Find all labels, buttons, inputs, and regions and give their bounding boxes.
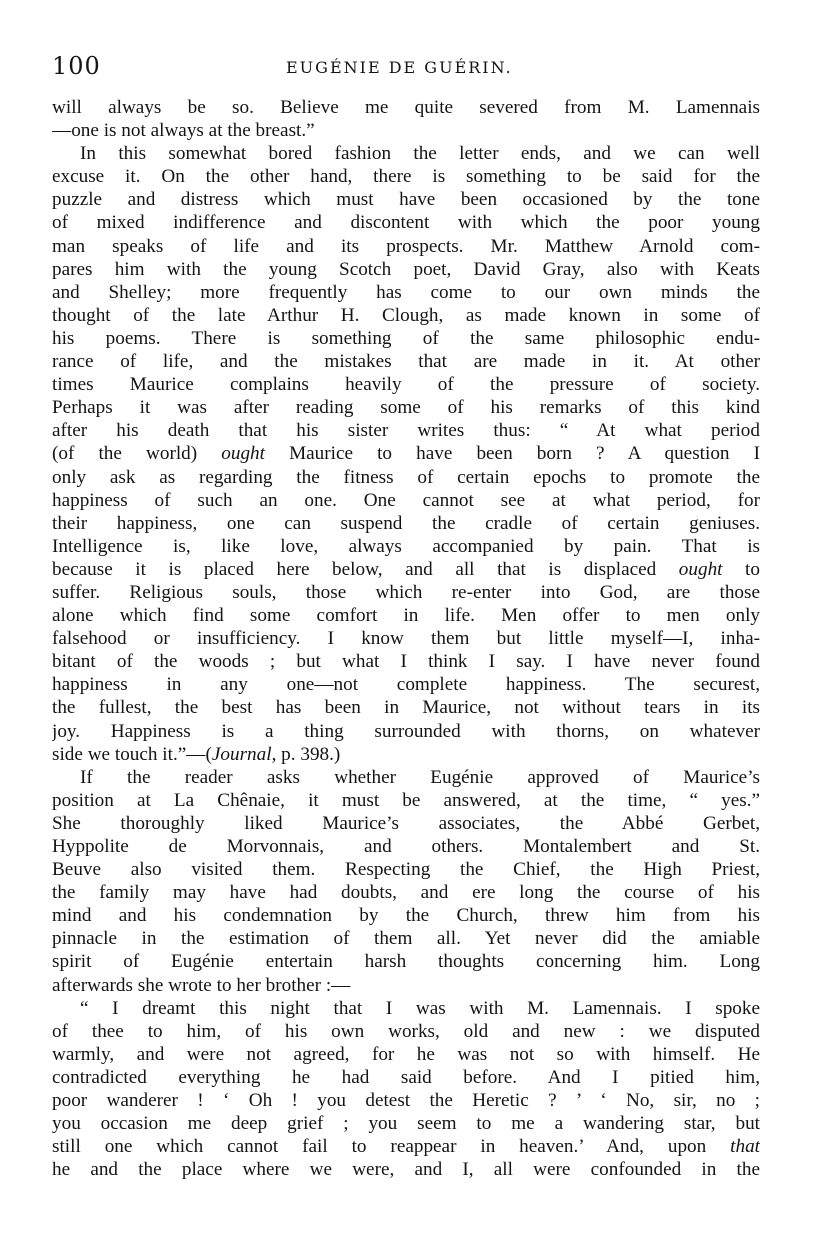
text-line bbox=[52, 442, 760, 465]
text-line: warmly, and were not agreed, for he was not so with himself. He bbox=[52, 1043, 760, 1065]
italic-text: Journal bbox=[211, 743, 272, 765]
text-line: joy. Happiness is a thing surrounded with thorns, on whatever bbox=[52, 720, 760, 742]
text-line: She thoroughly liked Maurice’s associates, the Abbé Gerbet, bbox=[52, 812, 760, 834]
text-segment: Maurice to have been born ? A question I bbox=[264, 443, 760, 465]
text-line: his poems. There is something of the same philosophic endu- bbox=[52, 327, 760, 349]
text-line: Beuve also visited them. Respecting the Chief, the High Priest, bbox=[52, 859, 760, 881]
text-line: after his death that his sister writes thus: “ At what period bbox=[52, 420, 760, 442]
text-line: mind and his condemnation by the Church, threw him from his bbox=[52, 905, 760, 927]
text-line: times Maurice complains heavily of the pressure of society. bbox=[52, 374, 760, 396]
text-line: of thee to him, of his own works, old and new : we disputed bbox=[52, 1020, 760, 1042]
text-line: afterwards she wrote to her brother :— bbox=[52, 974, 351, 996]
text-line: puzzle and distress which must have been occasioned by the tone bbox=[52, 189, 760, 211]
body-text bbox=[52, 96, 760, 1181]
text-line: only ask as regarding the fitness of certain epochs to promote the bbox=[52, 466, 760, 488]
running-head: EUGÉNIE DE GUÉRIN. bbox=[286, 58, 513, 77]
text-segment: (of the world) bbox=[52, 443, 222, 465]
italic-text: that bbox=[730, 1136, 760, 1158]
text-line: their happiness, one can suspend the cradle of certain geniuses. bbox=[52, 512, 760, 534]
text-segment: still one which cannot fail to reappear in heaven.’ And, upon bbox=[52, 1136, 731, 1158]
text-line: suffer. Religious souls, those which re-enter into God, are those bbox=[52, 581, 760, 603]
text-segment: side we touch it.”—( bbox=[52, 743, 212, 765]
text-line: bitant of the woods ; but what I think I say. I have never found bbox=[52, 651, 760, 673]
page-header bbox=[52, 52, 760, 88]
text-line: In this somewhat bored fashion the letter ends, and we can well bbox=[80, 143, 760, 165]
text-line: happiness of such an one. One cannot see at what period, for bbox=[52, 489, 760, 511]
text-line: thought of the late Arthur H. Clough, as made known in some of bbox=[52, 304, 760, 326]
text-line: will always be so. Believe me quite severed from M. Lamennais bbox=[52, 97, 760, 118]
text-line: Hyppolite de Morvonnais, and others. Montalembert and St. bbox=[52, 836, 760, 857]
text-line: the fullest, the best has been in Maurice, not without tears in its bbox=[52, 697, 760, 719]
italic-text: ought bbox=[221, 443, 265, 465]
text-segment: to bbox=[722, 558, 760, 580]
text-line: rance of life, and the mistakes that are made in it. At other bbox=[52, 351, 760, 373]
text-line: of mixed indifference and discontent with which the poor young bbox=[52, 212, 760, 234]
text-line: Intelligence is, like love, always accompanied by pain. That is bbox=[52, 535, 760, 557]
text-line: spirit of Eugénie entertain harsh thoughts concerning him. Long bbox=[52, 951, 760, 973]
book-page bbox=[52, 52, 760, 1181]
text-line: poor wanderer ! ‘ Oh ! you detest the Heretic ? ’ ‘ No, sir, no ; bbox=[52, 1090, 760, 1112]
text-line: you occasion me deep grief ; you seem to me a wandering star, but bbox=[52, 1113, 760, 1135]
page-number: 100 bbox=[52, 52, 101, 80]
text-line: happiness in any one—not complete happiness. The securest, bbox=[52, 674, 760, 696]
text-line: the family may have had doubts, and ere long the course of his bbox=[52, 882, 760, 904]
text-line: Perhaps it was after reading some of his remarks of this kind bbox=[52, 397, 760, 419]
text-line bbox=[52, 558, 760, 581]
italic-text: ought bbox=[678, 558, 723, 580]
text-line: If the reader asks whether Eugénie approved of Maurice’s bbox=[80, 766, 760, 788]
text-line: alone which find some comfort in life. Men offer to men only bbox=[52, 605, 760, 627]
text-segment: because it is placed here below, and all that is displaced bbox=[52, 558, 679, 580]
text-line: —one is not always at the breast.” bbox=[52, 120, 315, 142]
text-line: position at La Chênaie, it must be answered, at the time, “ yes.” bbox=[52, 789, 760, 811]
text-line: he and the place where we were, and I, all were confounded in the bbox=[52, 1159, 760, 1181]
text-line: pares him with the young Scotch poet, David Gray, also with Keats bbox=[52, 258, 760, 280]
text-line bbox=[52, 743, 760, 766]
text-line: excuse it. On the other hand, there is something to be said for the bbox=[52, 166, 760, 188]
text-line bbox=[52, 1135, 760, 1158]
text-line: pinnacle in the estimation of them all. Yet never did the amiable bbox=[52, 928, 760, 950]
text-line: contradicted everything he had said before. And I pitied him, bbox=[52, 1066, 760, 1088]
text-segment: , p. 398.) bbox=[271, 743, 341, 765]
text-line: and Shelley; more frequently has come to our own minds the bbox=[52, 281, 760, 303]
text-line: falsehood or insufficiency. I know them but little myself—I, inha- bbox=[52, 628, 760, 650]
text-line: man speaks of life and its prospects. Mr. Matthew Arnold com- bbox=[52, 235, 760, 257]
text-line: “ I dreamt this night that I was with M. Lamennais. I spoke bbox=[80, 997, 760, 1019]
